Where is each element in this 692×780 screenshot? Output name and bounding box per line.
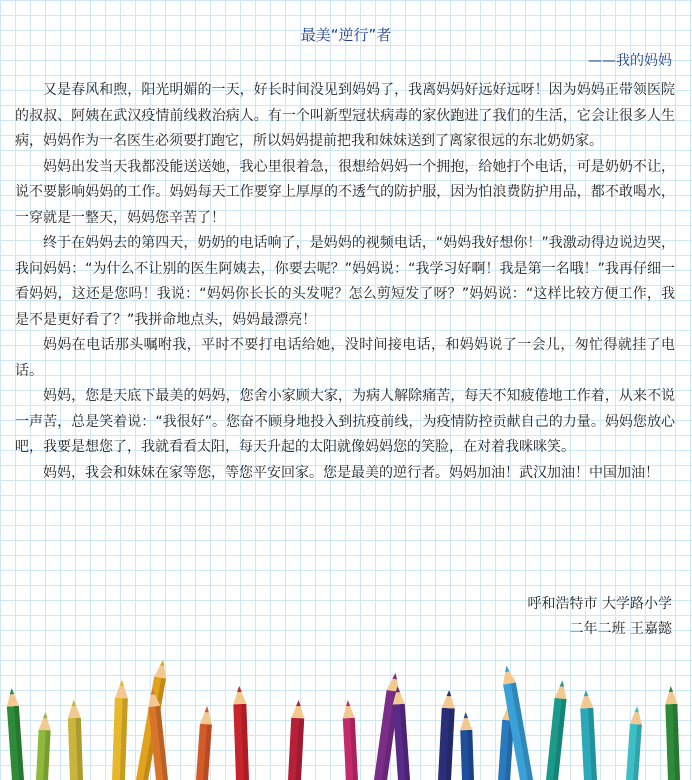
page-subtitle: ——我的妈妈 xyxy=(588,53,672,69)
paragraph: 又是春风和煦，阳光明媚的一天，好长时间没见到妈妈了，我离妈妈好远好远呀！因为妈妈正带领医院的叔叔、阿姨在武汉疫情前线救治病人。有一个叫新型冠状病毒的家伙跑进了我们的生活，它会让很多人生病，妈妈作为一名医生必须要打跑它，所以妈妈提前把我和妹妹送到了离家很远的东北奶奶家。 xyxy=(15,82,675,149)
pencil-icon xyxy=(6,688,25,780)
pencil-icon xyxy=(391,686,410,780)
pencil-icon xyxy=(625,706,643,780)
paragraph: 妈妈在电话那头嘱咐我，平时不要打电话给她，没时间接电话，和妈妈说了一会儿，匆忙得就挂了电话。 xyxy=(15,337,675,379)
paragraph: 妈妈，您是天底下最美的妈妈，您舍小家顾大家，为病人解除痛苦，每天不知疲倦地工作着，从来不说一声苦，总是笑着说：“我很好”。您奋不顾身地投入到抗疫前线，为疫情防控贡献自己的力量。妈妈您放心吧，我要是想您了，我就看看太阳，每天升起的太阳就像妈妈您的笑脸，在对着我咪咪笑。 xyxy=(15,388,675,455)
paragraph: 妈妈，我会和妹妹在家等您，等您平安回家。您是最美的逆行者。妈妈加油！武汉加油！中国加油！ xyxy=(43,464,659,481)
colored-pencils-decoration xyxy=(0,640,692,780)
paragraph: 妈妈出发当天我都没能送送她，我心里很着急，很想给妈妈一个拥抱，给她打个电话，可是奶奶不让，说不要影响妈妈的工作。妈妈每天工作要穿上厚厚的不透气的防护服，因为怕浪费防护用品，都不敢喝水，一穿就是一整天，妈妈您辛苦了！ xyxy=(15,158,675,226)
pencil-icon xyxy=(233,686,250,780)
pencil-icon xyxy=(437,690,455,780)
pencil-icon xyxy=(460,712,475,780)
pencil-icon xyxy=(287,700,305,780)
pencil-icon xyxy=(545,680,568,780)
paragraph: 终于在妈妈去的第四天，奶奶的电话响了，是妈妈的视频电话，“妈妈我好想你！”我激动得边说边哭，我问妈妈：“为什么不让别的医生阿姨去，你要去呢？”妈妈说：“我学习好啊！我是第一名哦！”我再仔细一看妈妈，这还是您吗！我说：“妈妈你长长的头发呢？怎么剪短发了呀？”妈妈说：“这样比较方便工作，我是不是更好看了？”我拼命地点头，妈妈最漂亮！ xyxy=(15,235,675,328)
pencil-icon xyxy=(342,700,359,780)
pencil-icon xyxy=(195,706,213,780)
page-title: 最美“逆行”者 xyxy=(300,26,392,44)
signature xyxy=(528,592,672,642)
essay-body xyxy=(15,78,675,486)
pencil-icon xyxy=(579,690,597,780)
pencil-icon xyxy=(665,686,681,780)
pencil-icon xyxy=(112,680,129,780)
author-name: 二年二班 王嘉懿 xyxy=(569,621,672,637)
school-name: 呼和浩特市 大学路小学 xyxy=(527,596,672,612)
pencil-icon xyxy=(35,712,51,780)
pencil-icon xyxy=(67,700,83,780)
